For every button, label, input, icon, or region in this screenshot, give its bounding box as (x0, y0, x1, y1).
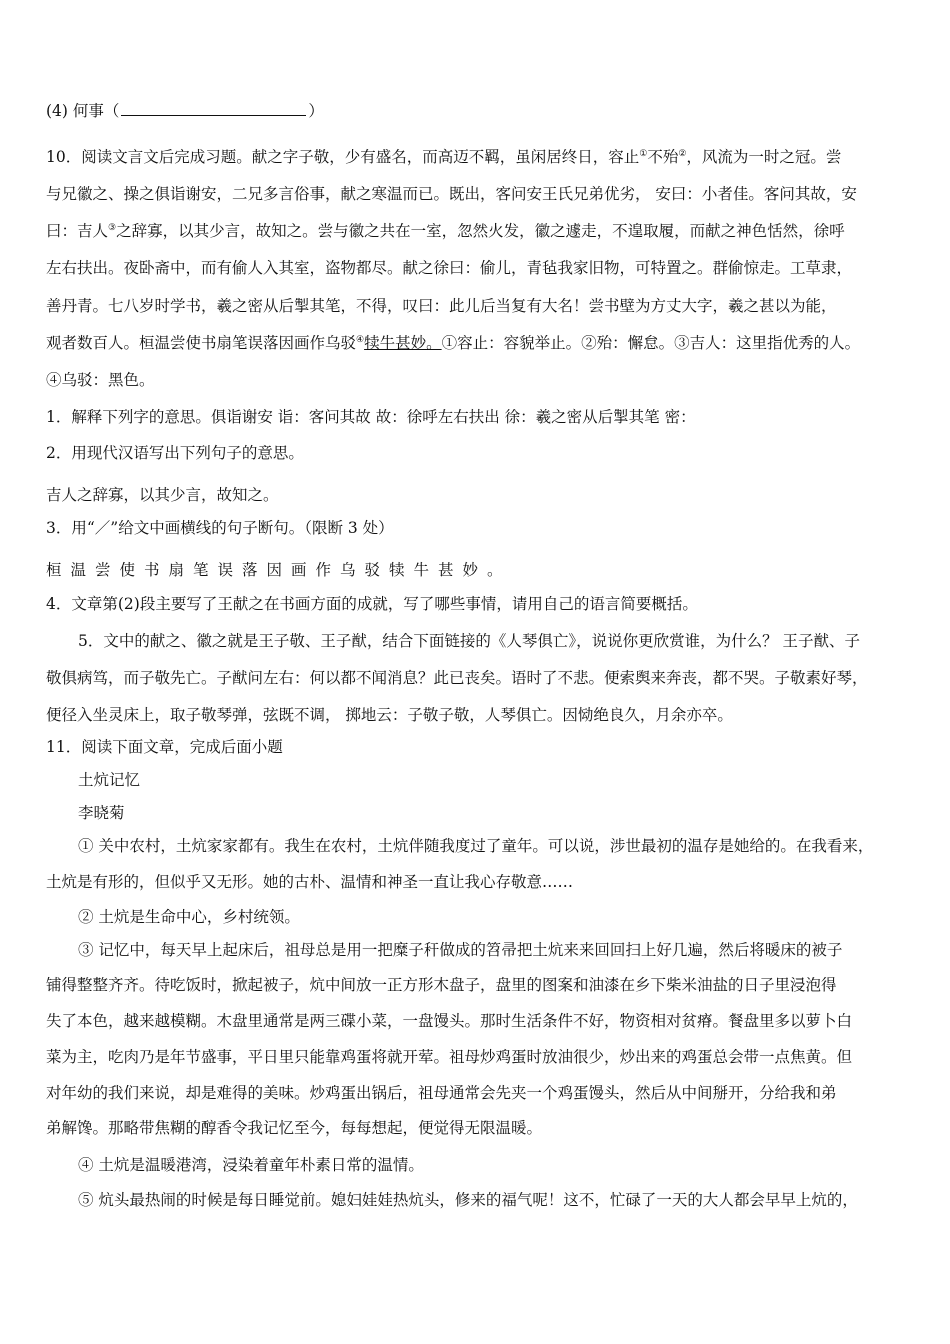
q11-intro: 11．阅读下面文章，完成后面小题 (46, 738, 283, 756)
q10-line-1 (46, 147, 912, 167)
paragraph-3-line-1: ③ 记忆中，每天早上起床后，祖母总是用一把糜子秆做成的笤帚把土炕来来回回扫上好几遍，然后将暖床的被子 (78, 941, 843, 959)
paragraph-5-line-1: ⑤ 炕头最热闹的时候是每日睡觉前。媳妇娃娃热炕头，修来的福气呢！这不，忙碌了一天的大人都会早早上炕的， (78, 1191, 858, 1209)
sub-question-5-line-3: 便径入坐灵床上，取子敬琴弹，弦既不调， 掷地云：子敬子敬，人琴俱亡。因恸绝良久，月余亦卒。 (46, 706, 733, 724)
q10-line-3 (46, 221, 912, 241)
paragraph-1-line-2: 土炕是有形的，但似乎又无形。她的古朴、温情和神圣一直让我心存敬意…… (46, 873, 574, 891)
article-title: 土炕记忆 (78, 771, 141, 789)
q10-text: 曰：吉人 (46, 222, 109, 240)
paragraph-4: ④ 土炕是温暖港湾，浸染着童年朴素日常的温情。 (78, 1156, 424, 1174)
footnote-mark: ③ (108, 222, 117, 233)
footnote-mark: ④ (356, 334, 365, 345)
q10-line-2: 与兄徽之、操之俱诣谢安，二兄多言俗事，献之寒温而已。既出，客问安王氏兄弟优劣， 安曰：小者佳。客问其故，安 (46, 185, 857, 203)
paragraph-3-line-3: 失了本色，越来越模糊。木盘里通常是两三碟小菜，一盘馒头。那时生活条件不好，物资相对贫瘠。餐盘里多以萝卜白 (46, 1012, 853, 1030)
sub-question-3-sentence: 桓温尝使书扇笔误落因画作乌驳犊牛甚妙。 (46, 561, 512, 579)
paragraph-3-line-2: 铺得整整齐齐。待吃饭时，掀起被子，炕中间放一正方形木盘子，盘里的图案和油漆在乡下柴米油盐的日子里浸泡得 (46, 976, 837, 994)
paragraph-3-line-6: 弟解馋。那略带焦糊的醇香令我记忆至今，每每想起，便觉得无限温暖。 (46, 1119, 543, 1137)
q10-line-6 (46, 333, 912, 353)
paragraph-2: ② 土炕是生命中心，乡村统领。 (78, 908, 300, 926)
answer-blank[interactable] (121, 101, 306, 116)
q10-line-5: 善丹青。七八岁时学书，羲之密从后掣其笔，不得，叹曰：此儿后当复有大名！尝书壁为方丈大字，羲之甚以为能， (46, 297, 837, 315)
sub-question-2-sentence: 吉人之辞寡，以其少言，故知之。 (46, 486, 279, 504)
q10-line-4: 左右扶出。夜卧斋中，而有偷人入其室，盗物都尽。献之徐曰：偷儿，青毡我家旧物，可特置之。群偷惊走。工草隶， (46, 259, 853, 277)
sub-question-5-line-1: 5．文中的献之、徽之就是王子敬、王子猷，结合下面链接的《人琴俱亡》，说说你更欣赏谁，为什么？ 王子猷、子 (78, 632, 861, 650)
q10-text: 10．阅读文言文后完成习题。献之字子敬，少有盛名，而高迈不羁，虽闲居终日，容止 (46, 148, 640, 166)
sub-question-1: 1．解释下列字的意思。俱诣谢安 诣：客问其故 故：徐呼左右扶出 徐：羲之密从后掣其笔 密： (46, 408, 696, 426)
footnote-mark: ② (678, 148, 687, 159)
sub-question-3: 3．用“／”给文中画横线的句子断句。（限断 3 处） (46, 519, 394, 537)
q10-text: 观者数百人。桓温尝使书扇笔误落因画作乌驳 (46, 334, 357, 352)
q10-text: 之辞寡，以其少言，故知之。尝与徽之共在一室，忽然火发，徽之遽走，不遑取履，而献之神色恬然，徐呼 (116, 222, 845, 240)
question-4-line (46, 101, 912, 121)
footnote-mark: ① (639, 148, 648, 159)
sub-question-2: 2．用现代汉语写出下列句子的意思。 (46, 444, 304, 462)
paragraph-3-line-5: 对年幼的我们来说，却是难得的美味。炒鸡蛋出锅后，祖母通常会先夹一个鸡蛋馒头，然后从中间掰开，分给我和弟 (46, 1084, 837, 1102)
q10-text: 不殆 (647, 148, 679, 166)
paragraph-1-line-1: ① 关中农村，土炕家家都有。我生在农村，土炕伴随我度过了童年。可以说，涉世最初的温存是她给的。在我看来， (78, 837, 874, 855)
article-author: 李晓菊 (78, 804, 125, 822)
footnotes: ①容止：容貌举止。②殆：懈怠。③吉人：这里指优秀的人。 (441, 334, 861, 352)
sub-question-4: 4．文章第(2)段主要写了王献之在书画方面的成就，写了哪些事情，请用自己的语言简要概括。 (46, 595, 698, 613)
q4-suffix: ） (308, 102, 324, 120)
q4-prefix: (4) 何事（ (46, 102, 120, 120)
q10-line-7: ④乌驳：黑色。 (46, 371, 155, 389)
underlined-sentence: 犊牛甚妙。 (364, 334, 442, 352)
sub-question-5-line-2: 敬俱病笃，而子敬先亡。子猷问左右：何以都不闻消息？此已丧矣。语时了不悲。便索舆来奔丧，都不哭。子敬素好琴， (46, 669, 868, 687)
paragraph-3-line-4: 菜为主，吃肉乃是年节盛事，平日里只能靠鸡蛋将就开荤。祖母炒鸡蛋时放油很少，炒出来的鸡蛋总会带一点焦黄。但 (46, 1048, 853, 1066)
q10-text: ，风流为一时之冠。尝 (686, 148, 842, 166)
